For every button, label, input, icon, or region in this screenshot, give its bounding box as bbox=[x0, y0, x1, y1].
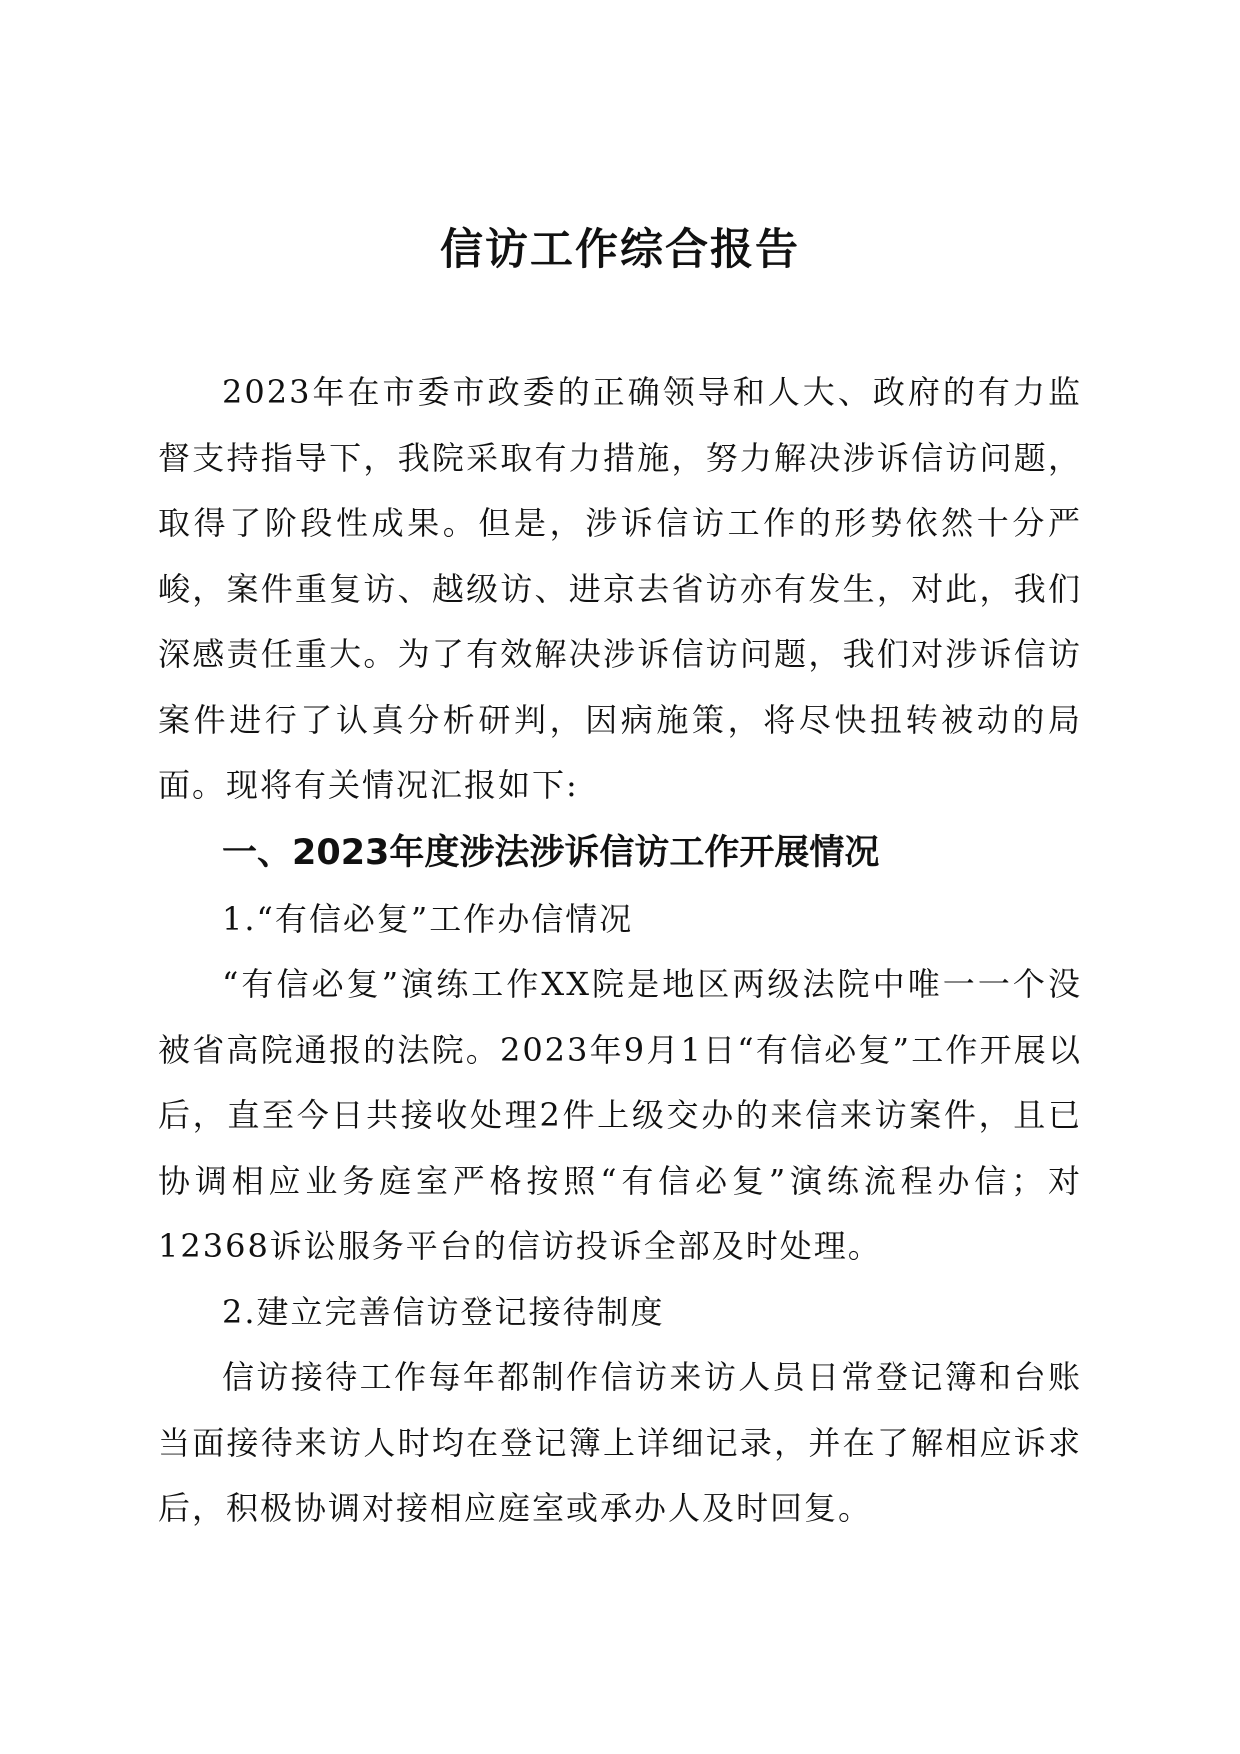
subsection-paragraph-2: 信访接待工作每年都制作信访来访人员日常登记簿和台账当面接待来访人时均在登记簿上详细记录，并在了解相应诉求后，积极协调对接相应庭室或承办人及时回复。 bbox=[158, 1358, 1082, 1527]
subsection-paragraph-1: “有信必复”演练工作XX院是地区两级法院中唯一一个没被省高院通报的法院。2023年9月1日“有信必复”工作开展以后，直至今日共接收处理2件上级交办的来信来访案件，且已协调相应业务庭室严格按照“有信必复”演练流程办信；对12368诉讼服务平台的信访投诉全部及时处理。 bbox=[158, 965, 1082, 1265]
subsection-heading-1: 1.“有信必复”工作办信情况 bbox=[222, 899, 634, 938]
subsection-heading-2: 2.建立完善信访登记接待制度 bbox=[222, 1292, 665, 1331]
intro-paragraph: 2023年在市委市政委的正确领导和人大、政府的有力监督支持指导下，我院采取有力措施，努力解决涉诉信访问题，取得了阶段性成果。但是，涉诉信访工作的形势依然十分严峻，案件重复访、越级访、进京去省访亦有发生，对此，我们深感责任重大。为了有效解决涉诉信访问题，我们对涉诉信访案件进行了认真分析研判，因病施策，将尽快扭转被动的局面。现将有关情况汇报如下: bbox=[158, 373, 1082, 804]
section-heading: 一、2023年度涉法涉诉信访工作开展情况 bbox=[222, 832, 880, 873]
document-title: 信访工作综合报告 bbox=[440, 225, 800, 275]
document-body bbox=[158, 360, 1082, 1542]
